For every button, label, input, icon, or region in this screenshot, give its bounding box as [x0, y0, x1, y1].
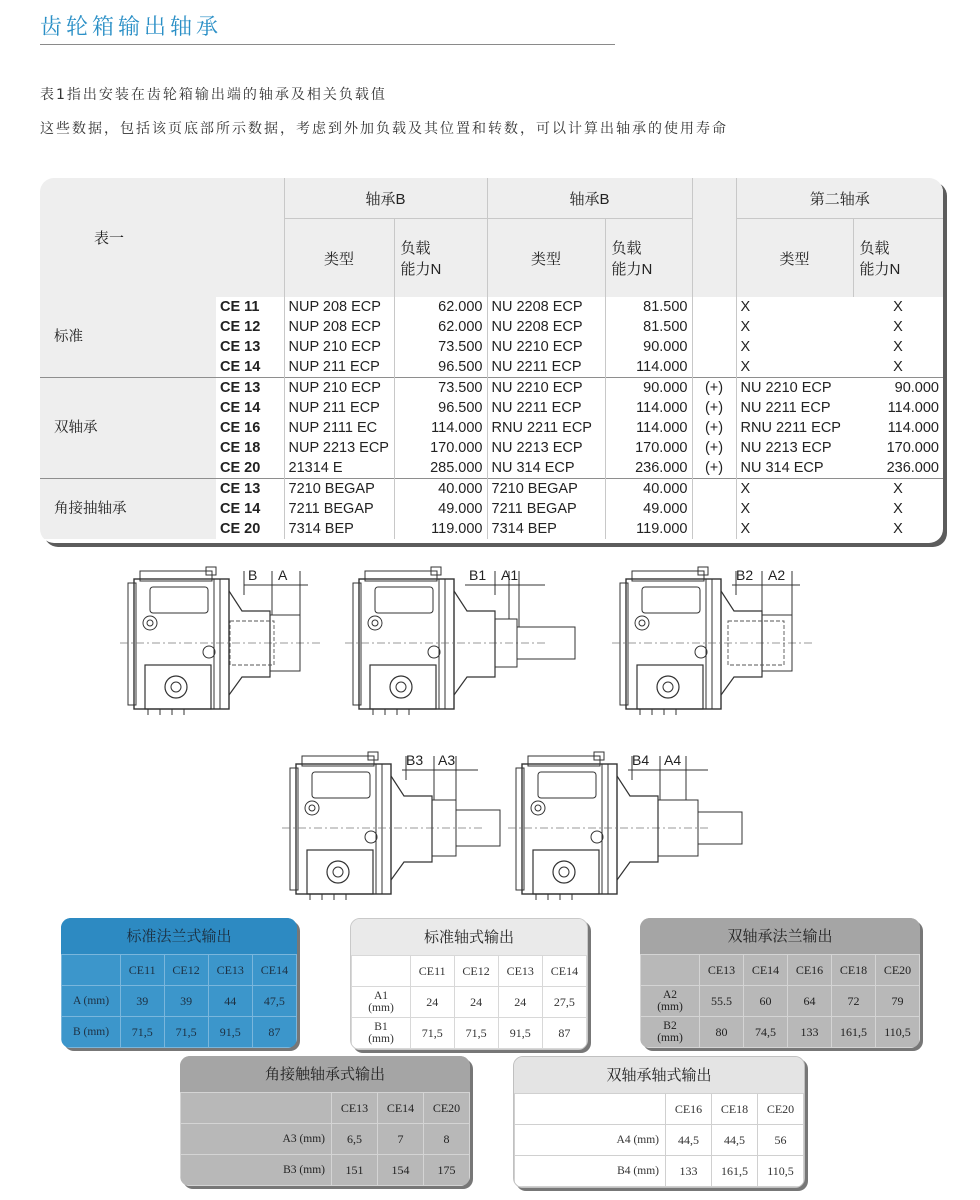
dim-table-grid	[514, 1093, 804, 1187]
table-cell: (+)	[692, 458, 736, 479]
column-header: CE13	[700, 955, 744, 986]
dim-label-a: A	[278, 567, 288, 583]
table-cell: NU 314 ECP	[487, 458, 605, 479]
table-cell: 73.500	[394, 337, 487, 357]
table-cell: 21314 E	[284, 458, 394, 479]
table-row	[40, 378, 943, 399]
table-cell: 285.000	[394, 458, 487, 479]
table-row	[641, 1017, 920, 1048]
table-cell: 44	[208, 986, 252, 1017]
bearing-table	[40, 178, 943, 543]
table-header-row	[641, 955, 920, 986]
row-label: A2 (mm)	[641, 986, 700, 1017]
table-row	[515, 1125, 804, 1156]
column-header: CE20	[758, 1094, 804, 1125]
table-cell: NU 2210 ECP	[487, 337, 605, 357]
table-cell: CE 20	[220, 521, 261, 537]
dim-label-b4: B4	[632, 752, 650, 768]
table-cell: 40.000	[605, 479, 692, 500]
table-cell	[692, 297, 736, 317]
table-cell: NU 2210 ECP	[736, 378, 853, 399]
table-cell	[692, 337, 736, 357]
table-corner-label: 表一	[40, 178, 284, 297]
table-cell: NU 2213 ECP	[487, 438, 605, 458]
table-cell: 27,5	[542, 987, 586, 1018]
table-cell: CE 13	[220, 339, 261, 355]
drawing-double-bearing-flange	[612, 565, 812, 725]
table-cell: 74,5	[744, 1017, 788, 1048]
table-cell: 7	[378, 1124, 424, 1155]
table-cell: 24	[454, 987, 498, 1018]
table-row	[641, 986, 920, 1017]
table-cell: 91,5	[498, 1018, 542, 1049]
dim-label-a3: A3	[438, 752, 456, 768]
table-cell: X	[893, 521, 903, 537]
table-cell	[692, 479, 736, 500]
table-cell: NU 2213 ECP	[736, 438, 853, 458]
column-header: CE20	[876, 955, 920, 986]
dim-table-grid	[61, 954, 297, 1048]
table-cell: CE 20	[220, 460, 261, 476]
table-cell: 71,5	[411, 1018, 455, 1049]
table-header-row	[515, 1094, 804, 1125]
dim-table-grid	[640, 954, 920, 1048]
table-row	[40, 479, 943, 500]
row-label: A3 (mm)	[181, 1124, 332, 1155]
table-cell: CE 13	[216, 378, 284, 399]
row-label: B1 (mm)	[352, 1018, 411, 1049]
table-cell: (+)	[692, 438, 736, 458]
intro-line-2: 这些数据，包括该页底部所示数据，考虑到外加负载及其位置和转数，可以计算出轴承的使用寿命	[40, 121, 728, 137]
column-header: CE13	[208, 955, 252, 986]
table-cell: 114.000	[605, 418, 692, 438]
table-cell: 49.000	[394, 499, 487, 519]
row-label: B3 (mm)	[181, 1155, 332, 1186]
table-cell: 39	[121, 986, 165, 1017]
table-cell: 72	[832, 986, 876, 1017]
table-cell: RNU 2211 ECP	[736, 418, 853, 438]
dim-label-a1: A1	[501, 567, 519, 583]
table-cell: NUP 211 ECP	[284, 357, 394, 378]
load-header: 负载 能力N	[605, 219, 692, 298]
dim-table-title: 标准法兰式输出	[61, 918, 297, 954]
table-cell: X	[893, 359, 903, 375]
row-label: A (mm)	[62, 986, 121, 1017]
table-cell: NUP 210 ECP	[284, 337, 394, 357]
table-cell: 161,5	[832, 1017, 876, 1048]
table-cell: 236.000	[605, 458, 692, 479]
table-cell: 81.500	[605, 317, 692, 337]
table-cell	[692, 357, 736, 378]
table-cell: 40.000	[394, 479, 487, 500]
table-cell: 170.000	[886, 440, 939, 456]
drawing-angular-contact	[282, 750, 502, 910]
table-cell: X	[893, 299, 903, 315]
table-cell: CE 14	[220, 359, 261, 375]
drawing-shaft-output	[345, 565, 580, 725]
table-cell: CE 12	[220, 319, 261, 335]
type-header: 类型	[487, 219, 605, 298]
table-cell: X	[736, 519, 853, 539]
table-cell: X	[893, 501, 903, 517]
dim-label-a4: A4	[664, 752, 682, 768]
table-cell: 6,5	[332, 1124, 378, 1155]
table-cell: NUP 208 ECP	[284, 297, 394, 317]
table-cell: 7211 BEGAP	[487, 499, 605, 519]
table-cell: NU 2208 ECP	[487, 317, 605, 337]
table-cell: 133	[666, 1156, 712, 1187]
table-cell: (+)	[692, 398, 736, 418]
dim-table-title: 双轴承法兰输出	[640, 918, 920, 954]
dim-table-double-shaft	[513, 1056, 805, 1188]
table-cell: 79	[876, 986, 920, 1017]
column-header: CE11	[121, 955, 165, 986]
table-cell: 55.5	[700, 986, 744, 1017]
dim-table-flange	[61, 918, 297, 1048]
table-corner	[641, 955, 700, 986]
table-cell: 236.000	[886, 460, 939, 476]
table-cell: CE 13	[216, 479, 284, 500]
table-cell: 71,5	[121, 1017, 165, 1048]
table-cell: X	[736, 479, 853, 500]
table-cell: X	[736, 499, 853, 519]
column-header: CE18	[712, 1094, 758, 1125]
table-cell: X	[736, 317, 853, 337]
load-header: 负载 能力N	[394, 219, 487, 298]
row-label: A1 (mm)	[352, 987, 411, 1018]
row-label: B (mm)	[62, 1017, 121, 1048]
table-cell: 47,5	[252, 986, 296, 1017]
table-cell: X	[736, 337, 853, 357]
table-cell: 80	[700, 1017, 744, 1048]
page-title: 齿轮箱输出轴承	[40, 15, 223, 40]
table-cell	[692, 499, 736, 519]
column-header: CE12	[164, 955, 208, 986]
bearing-table-body	[40, 297, 943, 539]
table-cell: 71,5	[454, 1018, 498, 1049]
table-cell: CE 16	[220, 420, 261, 436]
type-header: 类型	[736, 219, 853, 298]
table-row	[40, 297, 943, 317]
column-header: CE13	[332, 1093, 378, 1124]
table-cell: 24	[411, 987, 455, 1018]
table-cell: NUP 208 ECP	[284, 317, 394, 337]
group-label: 标准	[40, 297, 216, 378]
table-header-row	[62, 955, 297, 986]
dim-label-b3: B3	[406, 752, 424, 768]
table-row	[352, 1018, 587, 1049]
column-header: CE12	[454, 956, 498, 987]
table-cell: 114.000	[605, 357, 692, 378]
table-cell: 151	[332, 1155, 378, 1186]
table-cell: 62.000	[394, 317, 487, 337]
table-cell: 133	[788, 1017, 832, 1048]
table-cell: CE 14	[220, 400, 261, 416]
table-cell: NUP 211 ECP	[284, 398, 394, 418]
table-cell: NU 2208 ECP	[487, 297, 605, 317]
table-cell	[692, 519, 736, 539]
table-row	[181, 1124, 470, 1155]
table-cell: 7314 BEP	[284, 519, 394, 539]
table-cell: CE 18	[220, 440, 261, 456]
table-cell: NU 314 ECP	[736, 458, 853, 479]
table-cell: 73.500	[394, 378, 487, 399]
table-cell: NUP 2111 EC	[284, 418, 394, 438]
table-cell: NU 2211 ECP	[736, 398, 853, 418]
table-cell: 110,5	[758, 1156, 804, 1187]
table-cell: 110,5	[876, 1017, 920, 1048]
table-cell: 170.000	[605, 438, 692, 458]
table-corner	[181, 1093, 332, 1124]
table-cell: 7210 BEGAP	[284, 479, 394, 500]
dim-table-double-flange	[640, 918, 920, 1048]
table-cell: 64	[788, 986, 832, 1017]
table-cell: 87	[252, 1017, 296, 1048]
table-corner	[515, 1094, 666, 1125]
table-cell: 114.000	[394, 418, 487, 438]
table-cell: RNU 2211 ECP	[487, 418, 605, 438]
table-cell: 49.000	[605, 499, 692, 519]
table-cell: 175	[424, 1155, 470, 1186]
table-cell: NU 2210 ECP	[487, 378, 605, 399]
table-cell: 81.500	[605, 297, 692, 317]
plus-column-header	[692, 178, 736, 297]
dim-label-b1: B1	[469, 567, 487, 583]
table-header-row	[352, 956, 587, 987]
table-cell: 119.000	[394, 519, 487, 539]
table-cell: 119.000	[605, 519, 692, 539]
table-cell: NU 2211 ECP	[487, 398, 605, 418]
dim-table-shaft	[350, 918, 588, 1050]
table-cell: 56	[758, 1125, 804, 1156]
column-header: CE14	[542, 956, 586, 987]
second-bearing-header: 第二轴承	[736, 178, 943, 219]
table-cell: 114.000	[605, 398, 692, 418]
column-header: CE18	[832, 955, 876, 986]
table-cell: 161,5	[712, 1156, 758, 1187]
table-cell: 114.000	[887, 400, 939, 416]
dim-label-b: B	[248, 567, 258, 583]
bearing-b-header-1: 轴承B	[284, 178, 487, 219]
dim-table-grid	[180, 1092, 470, 1186]
table-cell: 7210 BEGAP	[487, 479, 605, 500]
table-cell: CE 11	[220, 299, 260, 315]
table-cell: NU 2211 ECP	[487, 357, 605, 378]
table-cell: X	[736, 297, 853, 317]
table-cell: 154	[378, 1155, 424, 1186]
column-header: CE20	[424, 1093, 470, 1124]
table-cell: 90.000	[605, 337, 692, 357]
table-cell: 96.500	[394, 398, 487, 418]
group-label: 双轴承	[40, 378, 216, 479]
table-cell: 44,5	[712, 1125, 758, 1156]
table-row	[62, 986, 297, 1017]
dim-table-title: 角接触轴承式输出	[180, 1056, 470, 1092]
title-divider	[40, 44, 615, 45]
type-header: 类型	[284, 219, 394, 298]
table-cell: 7314 BEP	[487, 519, 605, 539]
dim-table-title: 双轴承轴式输出	[514, 1057, 804, 1093]
table-cell: 90.000	[853, 378, 943, 399]
table-cell: CE 14	[220, 501, 261, 517]
row-label: A4 (mm)	[515, 1125, 666, 1156]
column-header: CE16	[788, 955, 832, 986]
row-label: B4 (mm)	[515, 1156, 666, 1187]
table-corner	[62, 955, 121, 986]
table-cell: X	[853, 479, 943, 500]
table-row	[181, 1155, 470, 1186]
table-cell: NUP 2213 ECP	[284, 438, 394, 458]
table-cell: 96.500	[394, 357, 487, 378]
table-cell: 71,5	[164, 1017, 208, 1048]
table-row	[62, 1017, 297, 1048]
table-cell: 62.000	[394, 297, 487, 317]
column-header: CE11	[411, 956, 455, 987]
table-cell: (+)	[692, 378, 736, 399]
table-cell: 39	[164, 986, 208, 1017]
dim-label-b2: B2	[736, 567, 754, 583]
table-cell: 90.000	[605, 378, 692, 399]
table-cell: 114.000	[887, 420, 939, 436]
table-cell: X	[736, 357, 853, 378]
dim-label-a2: A2	[768, 567, 786, 583]
table-cell: 7211 BEGAP	[284, 499, 394, 519]
table-cell: 24	[498, 987, 542, 1018]
table-cell: 60	[744, 986, 788, 1017]
table-cell: NUP 210 ECP	[284, 378, 394, 399]
table-cell: X	[893, 339, 903, 355]
column-header: CE14	[252, 955, 296, 986]
bearing-b-header-2: 轴承B	[487, 178, 692, 219]
load-header: 负载 能力N	[853, 219, 943, 298]
table-row	[515, 1156, 804, 1187]
table-cell: 44,5	[666, 1125, 712, 1156]
row-label: B2 (mm)	[641, 1017, 700, 1048]
table-corner	[352, 956, 411, 987]
drawing-double-bearing-shaft	[508, 750, 748, 910]
table-cell: 91,5	[208, 1017, 252, 1048]
drawing-flange-output	[120, 565, 320, 725]
table-cell: X	[893, 319, 903, 335]
dim-table-angular	[180, 1056, 470, 1186]
table-cell: 8	[424, 1124, 470, 1155]
table-row	[352, 987, 587, 1018]
dim-table-grid	[351, 955, 587, 1049]
dim-table-title: 标准轴式输出	[351, 919, 587, 955]
table-cell: (+)	[692, 418, 736, 438]
column-header: CE16	[666, 1094, 712, 1125]
table-cell: 170.000	[394, 438, 487, 458]
group-label: 角接抽轴承	[40, 479, 216, 540]
column-header: CE13	[498, 956, 542, 987]
table-header-row	[181, 1093, 470, 1124]
column-header: CE14	[378, 1093, 424, 1124]
column-header: CE14	[744, 955, 788, 986]
table-cell	[692, 317, 736, 337]
intro-line-1: 表1指出安装在齿轮箱输出端的轴承及相关负载值	[40, 87, 387, 103]
table-cell: 87	[542, 1018, 586, 1049]
